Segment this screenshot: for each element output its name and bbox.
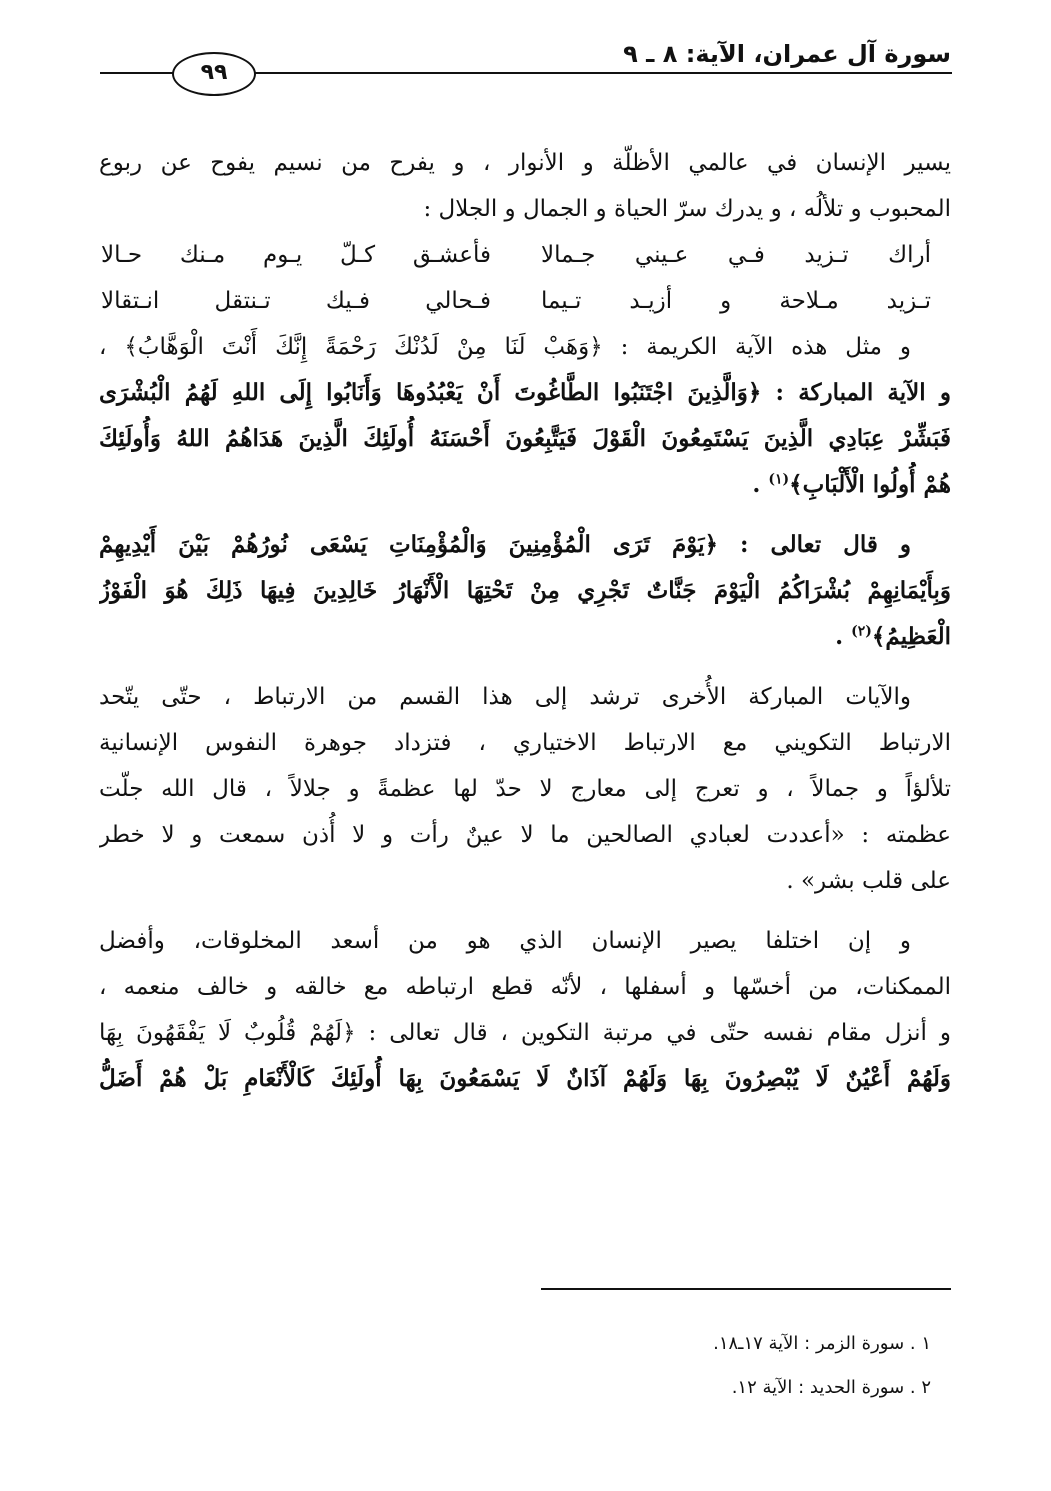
hemistich: أراك تـزيد فـي عـيني جـمالا — [541, 242, 931, 268]
footnote-mark: (٢) — [851, 623, 872, 640]
text-line: الْعَظِيمُ﴾$^{(٢)}$ . — [835, 623, 951, 650]
body-text — [99, 140, 951, 1102]
text-line: الممكنات، من أخسّها و أسفلها ، لأنّه قطع ارتباطه مع خالقه و خالف منعمه ، — [99, 974, 951, 1000]
footnotes — [713, 1322, 931, 1410]
text-line: و الآية المباركة : ﴿وَالَّذِينَ اجْتَنَبُوا الطَّاغُوتَ أَنْ يَعْبُدُوهَا وَأَنَابُوا إِلَى اللهِ لَهُمُ الْبُشْرَى — [99, 379, 951, 406]
hemistich: تـزيد مـلاحة و أزيـد تـيما — [541, 288, 931, 314]
text-line: فَبَشِّرْ عِبَادِي الَّذِينَ يَسْتَمِعُونَ الْقَوْلَ فَيَتَّبِعُونَ أَحْسَنَهُ أُولَئِكَ الَّذِينَ هَدَاهُمُ اللهُ وَأُولَئِكَ — [99, 425, 951, 452]
text-line: تلألؤاً و جمالاً ، و تعرج إلى معارج لا حدّ لها عظمةً و جلالاً ، قال الله جلّت — [99, 776, 951, 802]
text-line: المحبوب و تلألُه ، و يدرك سرّ الحياة و الجمال و الجلال : — [423, 196, 951, 222]
verse-line — [99, 278, 951, 324]
text-line: و مثل هذه الآية الكريمة : ﴿وَهَبْ لَنَا مِنْ لَدُنْكَ رَحْمَةً إِنَّكَ أَنْتَ الْوَهَّابُ﴾ ، — [99, 334, 911, 360]
footnote: ٢ . سورة الحديد : الآية ١٢. — [731, 1377, 931, 1398]
text-line: الارتباط التكويني مع الارتباط الاختياري ، فتزداد جوهرة النفوس الإنسانية — [99, 730, 951, 756]
hemistich: فـحالي فـيك تـنتقل انـتقالا — [101, 288, 491, 314]
text-line: يسير الإنسان في عالمي الأظلّة و الأنوار ، و يفرح من نسيم يفوح عن ربوع — [99, 150, 951, 176]
text-line: و إن اختلفا يصير الإنسان الذي هو من أسعد المخلوقات، وأفضل — [99, 928, 911, 954]
verse-text: الْعَظِيمُ﴾ — [871, 623, 951, 650]
text-line: عظمته : «أعددت لعبادي الصالحين ما لا عينٌ رأت و لا أُذن سمعت و لا خطر — [99, 822, 951, 848]
text-line: هُمْ أُولُوا الْأَلْبَابِ﴾$^{(١)}$ . — [752, 471, 951, 498]
running-title: سورة آل عمران، الآية: ٨ ـ ٩ — [623, 40, 951, 68]
text-line: وَبِأَيْمَانِهِمْ بُشْرَاكُمُ الْيَوْمَ جَنَّاتٌ تَجْرِي مِنْ تَحْتِهَا الْأَنْهَارُ خَالِدِينَ فِيهَا ذَلِكَ هُوَ الْفَوْزُ — [99, 577, 951, 604]
verse-text: هُمْ أُولُوا الْأَلْبَابِ﴾ — [789, 471, 951, 498]
text-line: و أنزل مقام نفسه حتّى في مرتبة التكوين ، قال تعالى : ﴿لَهُمْ قُلُوبٌ لَا يَفْقَهُونَ بِهَا — [99, 1020, 951, 1046]
page-number: ٩٩ — [172, 52, 256, 96]
text-line: والآيات المباركة الأُخرى ترشد إلى هذا القسم من الارتباط ، حتّى يتّحد — [99, 684, 911, 710]
footnote-separator — [541, 1288, 951, 1290]
footnote-mark: (١) — [768, 471, 790, 488]
footnote: ١ . سورة الزمر : الآية ١٧ـ١٨. — [713, 1333, 931, 1354]
text-line: و قال تعالى : ﴿يَوْمَ تَرَى الْمُؤْمِنِينَ وَالْمُؤْمِنَاتِ يَسْعَى نُورُهُمْ بَيْنَ أَيْدِيهِمْ — [99, 531, 911, 558]
text-line: وَلَهُمْ أَعْيُنٌ لَا يُبْصِرُونَ بِهَا وَلَهُمْ آذَانٌ لَا يَسْمَعُونَ بِهَا أُولَئِكَ كَالْأَنْعَامِ بَلْ هُمْ أَضَلُّ — [99, 1065, 951, 1092]
verse-line — [99, 232, 951, 278]
hemistich: فأعشـق كـلّ يـوم مـنك حـالا — [101, 242, 491, 268]
text-line: على قلب بشر» . — [786, 868, 951, 894]
